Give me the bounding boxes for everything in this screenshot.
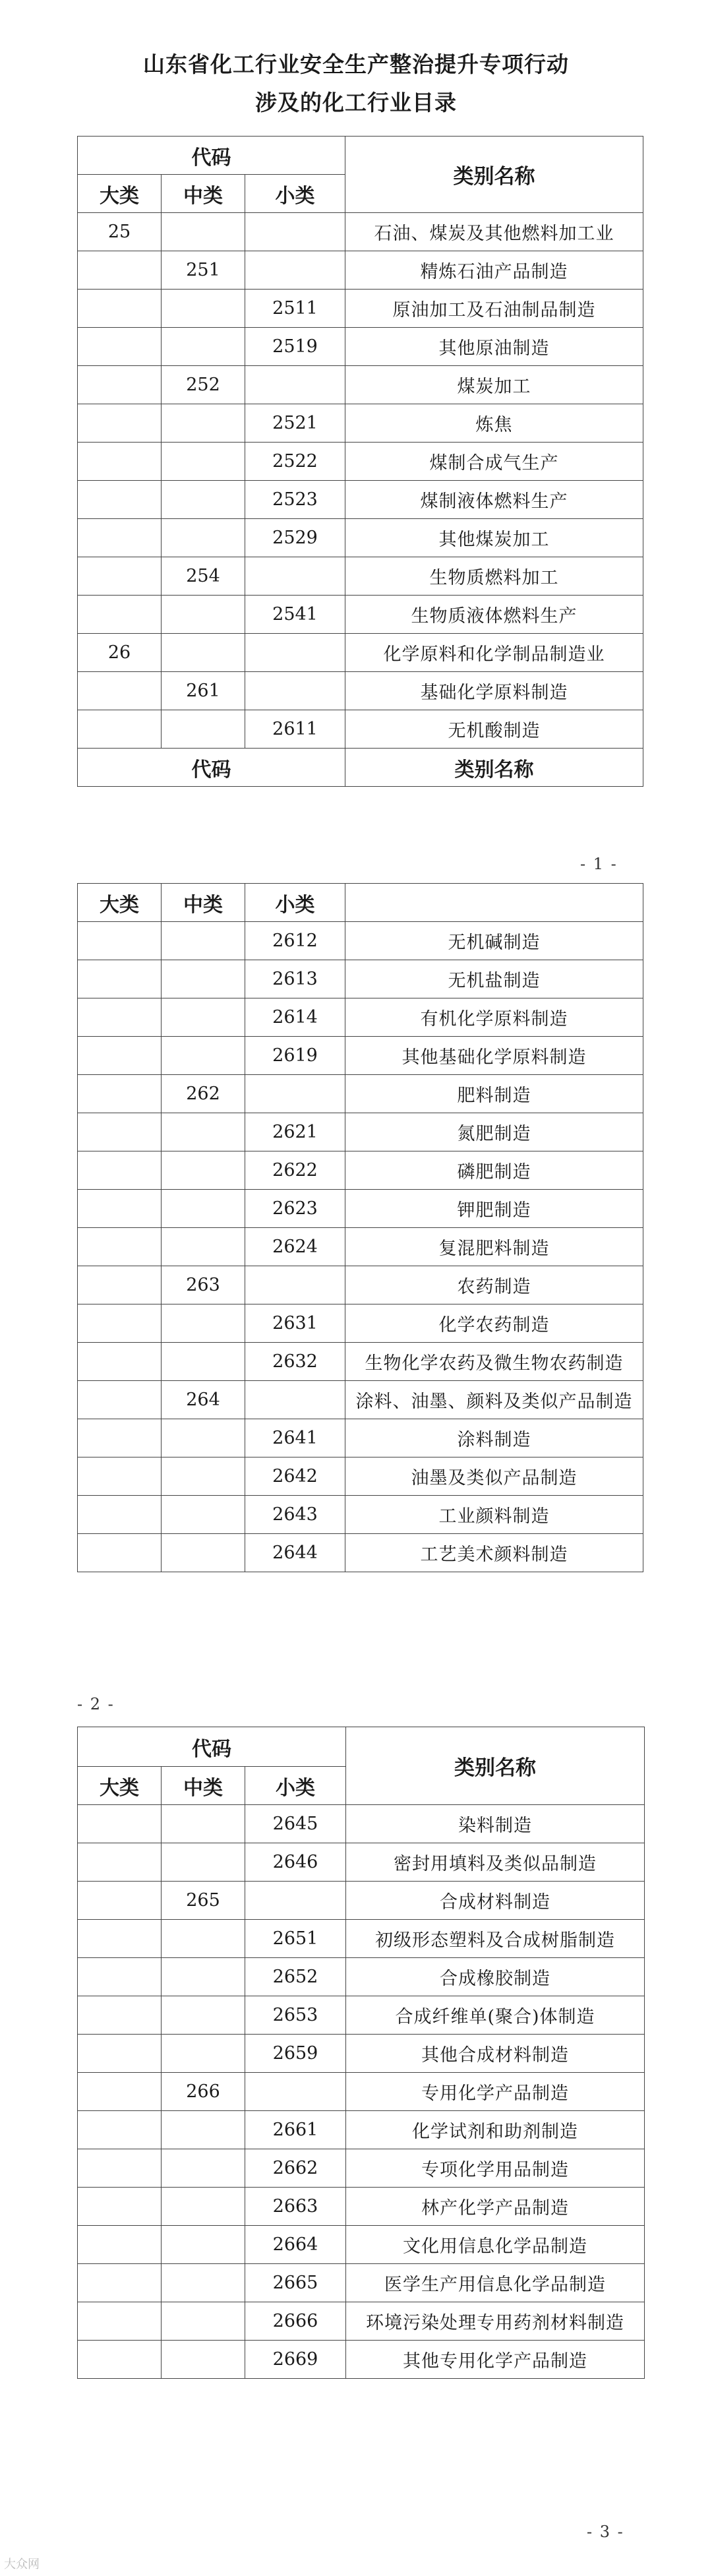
cell-major: [78, 1805, 162, 1843]
cell-major: [78, 922, 162, 960]
cell-major: [78, 1037, 162, 1075]
header-major: 大类: [78, 175, 162, 213]
cell-middle: [162, 1457, 245, 1496]
cell-name: 其他专用化学产品制造: [346, 2341, 645, 2379]
cell-name: 其他原油制造: [345, 328, 643, 366]
cell-major: [78, 1304, 162, 1343]
cell-major: [78, 2302, 162, 2341]
cell-minor: [245, 251, 345, 290]
cell-minor: [245, 1882, 346, 1920]
table-row: [78, 922, 643, 960]
cell-middle: [162, 1843, 245, 1882]
cell-minor: 2666: [245, 2302, 346, 2341]
cell-major: [78, 519, 162, 557]
table-row: [78, 998, 643, 1037]
header-empty: [345, 884, 643, 922]
cell-minor: 2522: [245, 443, 345, 481]
cell-minor: 2663: [245, 2188, 346, 2226]
table-row: [78, 2149, 645, 2188]
cell-major: [78, 1266, 162, 1304]
cell-major: [78, 1920, 162, 1958]
table-row: [78, 1228, 643, 1266]
page-number-2: - 2 -: [77, 1695, 115, 1713]
cell-minor: 2661: [245, 2111, 346, 2149]
cell-minor: 2523: [245, 481, 345, 519]
cell-major: [78, 2073, 162, 2111]
cell-name: 染料制造: [346, 1805, 645, 1843]
cell-major: [78, 1190, 162, 1228]
cell-minor: [245, 634, 345, 672]
catalog-table-page3: [77, 1727, 645, 2379]
cell-major: [78, 1343, 162, 1381]
cell-major: [78, 2149, 162, 2188]
cell-middle: [162, 2035, 245, 2073]
cell-minor: [245, 672, 345, 710]
header-category-name: 类别名称: [345, 137, 643, 213]
cell-minor: 2612: [245, 922, 345, 960]
table-row: [78, 404, 643, 443]
cell-middle: [162, 2341, 245, 2379]
cell-name: 油墨及类似产品制造: [345, 1457, 643, 1496]
header-minor: 小类: [245, 884, 345, 922]
footer-header-code: 代码: [78, 749, 345, 787]
cell-middle: [162, 328, 245, 366]
cell-major: [78, 557, 162, 596]
table-row: [78, 213, 643, 251]
cell-middle: [162, 1958, 245, 1996]
cell-minor: 2644: [245, 1534, 345, 1572]
table-row: [78, 2111, 645, 2149]
cell-name: 林产化学产品制造: [346, 2188, 645, 2226]
cell-middle: [162, 998, 245, 1037]
cell-name: 其他基础化学原料制造: [345, 1037, 643, 1075]
cell-name: 其他合成材料制造: [346, 2035, 645, 2073]
header-major: 大类: [78, 884, 162, 922]
cell-major: [78, 2264, 162, 2302]
table-row: [78, 251, 643, 290]
cell-minor: [245, 1075, 345, 1113]
cell-middle: 262: [162, 1075, 245, 1113]
cell-middle: [162, 1920, 245, 1958]
header-middle: 中类: [162, 175, 245, 213]
cell-name: 工艺美术颜料制造: [345, 1534, 643, 1572]
cell-major: [78, 1882, 162, 1920]
table-row: [78, 2341, 645, 2379]
cell-name: 无机碱制造: [345, 922, 643, 960]
cell-name: 医学生产用信息化学品制造: [346, 2264, 645, 2302]
cell-name: 生物质燃料加工: [345, 557, 643, 596]
cell-minor: [245, 557, 345, 596]
cell-major: [78, 2035, 162, 2073]
cell-minor: [245, 1381, 345, 1419]
header-minor: 小类: [245, 1767, 346, 1805]
cell-minor: 2613: [245, 960, 345, 998]
cell-middle: [162, 1343, 245, 1381]
cell-middle: 261: [162, 672, 245, 710]
cell-minor: [245, 1266, 345, 1304]
cell-name: 煤制合成气生产: [345, 443, 643, 481]
cell-minor: [245, 213, 345, 251]
cell-major: [78, 443, 162, 481]
cell-name: 密封用填料及类似品制造: [346, 1843, 645, 1882]
cell-minor: 2622: [245, 1151, 345, 1190]
cell-name: 其他煤炭加工: [345, 519, 643, 557]
table-row: [78, 1996, 645, 2035]
cell-name: 钾肥制造: [345, 1190, 643, 1228]
cell-name: 无机酸制造: [345, 710, 643, 749]
cell-name: 合成材料制造: [346, 1882, 645, 1920]
catalog-table-page1: [77, 136, 643, 787]
table-row: [78, 1343, 643, 1381]
cell-major: [78, 2341, 162, 2379]
table-row: [78, 1457, 643, 1496]
cell-minor: 2623: [245, 1190, 345, 1228]
cell-name: 化学原料和化学制品制造业: [345, 634, 643, 672]
cell-name: 化学农药制造: [345, 1304, 643, 1343]
table-row: [78, 2035, 645, 2073]
cell-major: [78, 1419, 162, 1457]
cell-minor: 2665: [245, 2264, 346, 2302]
header-minor: 小类: [245, 175, 345, 213]
cell-minor: 2614: [245, 998, 345, 1037]
cell-name: 炼焦: [345, 404, 643, 443]
cell-minor: 2631: [245, 1304, 345, 1343]
cell-middle: [162, 2149, 245, 2188]
cell-middle: [162, 290, 245, 328]
cell-minor: 2619: [245, 1037, 345, 1075]
table-row: [78, 1190, 643, 1228]
document-title-line1: 山东省化工行业安全生产整治提升专项行动: [143, 51, 569, 77]
cell-major: [78, 1534, 162, 1572]
cell-minor: 2519: [245, 328, 345, 366]
table-row: [78, 519, 643, 557]
table-row: [78, 1882, 645, 1920]
cell-major: [78, 1075, 162, 1113]
cell-middle: [162, 519, 245, 557]
table-row: [78, 1496, 643, 1534]
cell-middle: [162, 1805, 245, 1843]
cell-minor: 2621: [245, 1113, 345, 1151]
watermark-text: 大众网: [4, 2558, 40, 2571]
cell-name: 农药制造: [345, 1266, 643, 1304]
cell-name: 化学试剂和助剂制造: [346, 2111, 645, 2149]
cell-major: [78, 2188, 162, 2226]
cell-major: [78, 1151, 162, 1190]
cell-minor: 2641: [245, 1419, 345, 1457]
cell-middle: [162, 596, 245, 634]
cell-name: 涂料制造: [345, 1419, 643, 1457]
cell-major: [78, 1113, 162, 1151]
table-row: [78, 1304, 643, 1343]
cell-middle: [162, 922, 245, 960]
table-row: [78, 557, 643, 596]
table-row: [78, 2264, 645, 2302]
cell-minor: 2664: [245, 2226, 346, 2264]
cell-middle: [162, 1496, 245, 1534]
cell-major: [78, 1381, 162, 1419]
cell-major: [78, 596, 162, 634]
cell-name: 石油、煤炭及其他燃料加工业: [345, 213, 643, 251]
document-title-line2: 涉及的化工行业目录: [255, 90, 457, 115]
cell-middle: 264: [162, 1381, 245, 1419]
cell-minor: 2624: [245, 1228, 345, 1266]
cell-name: 基础化学原料制造: [345, 672, 643, 710]
table-row: [78, 328, 643, 366]
table-row: [78, 2226, 645, 2264]
cell-name: 磷肥制造: [345, 1151, 643, 1190]
table-row: [78, 443, 643, 481]
cell-middle: [162, 1190, 245, 1228]
cell-name: 氮肥制造: [345, 1113, 643, 1151]
table-row: [78, 1920, 645, 1958]
cell-middle: [162, 710, 245, 749]
footer-header-category-name: 类别名称: [345, 749, 643, 787]
cell-middle: 263: [162, 1266, 245, 1304]
cell-name: 初级形态塑料及合成树脂制造: [346, 1920, 645, 1958]
cell-name: 专项化学用品制造: [346, 2149, 645, 2188]
cell-name: 有机化学原料制造: [345, 998, 643, 1037]
header-code: 代码: [78, 137, 345, 175]
table-row: [78, 2188, 645, 2226]
table-row: [78, 1958, 645, 1996]
cell-minor: 2511: [245, 290, 345, 328]
cell-middle: 266: [162, 2073, 245, 2111]
cell-minor: 2643: [245, 1496, 345, 1534]
cell-name: 文化用信息化学品制造: [346, 2226, 645, 2264]
cell-major: [78, 481, 162, 519]
table-row: [78, 1075, 643, 1113]
table-row: [78, 1113, 643, 1151]
page-number-3: - 3 -: [587, 2523, 624, 2541]
cell-major: [78, 672, 162, 710]
cell-minor: [245, 2073, 346, 2111]
cell-major: [78, 2226, 162, 2264]
cell-middle: [162, 404, 245, 443]
cell-major: [78, 1958, 162, 1996]
cell-major: [78, 998, 162, 1037]
cell-middle: [162, 2111, 245, 2149]
cell-name: 涂料、油墨、颜料及类似产品制造: [345, 1381, 643, 1419]
cell-major: [78, 366, 162, 404]
cell-major: [78, 1843, 162, 1882]
header-middle: 中类: [162, 884, 245, 922]
cell-minor: 2642: [245, 1457, 345, 1496]
cell-name: 煤炭加工: [345, 366, 643, 404]
cell-major: 25: [78, 213, 162, 251]
table-row: [78, 960, 643, 998]
cell-middle: 265: [162, 1882, 245, 1920]
header-code: 代码: [78, 1727, 346, 1767]
table-row: [78, 710, 643, 749]
cell-minor: 2645: [245, 1805, 346, 1843]
cell-name: 专用化学产品制造: [346, 2073, 645, 2111]
cell-name: 生物质液体燃料生产: [345, 596, 643, 634]
cell-middle: [162, 1037, 245, 1075]
header-middle: 中类: [162, 1767, 245, 1805]
cell-major: [78, 1228, 162, 1266]
cell-middle: 252: [162, 366, 245, 404]
table-row: [78, 290, 643, 328]
cell-name: 复混肥料制造: [345, 1228, 643, 1266]
cell-middle: [162, 213, 245, 251]
cell-middle: [162, 481, 245, 519]
cell-middle: [162, 443, 245, 481]
cell-major: [78, 960, 162, 998]
cell-major: [78, 328, 162, 366]
cell-minor: 2632: [245, 1343, 345, 1381]
table-row: [78, 1534, 643, 1572]
cell-middle: 254: [162, 557, 245, 596]
cell-name: 合成橡胶制造: [346, 1958, 645, 1996]
cell-minor: 2652: [245, 1958, 346, 1996]
cell-middle: [162, 2188, 245, 2226]
cell-major: [78, 290, 162, 328]
cell-middle: [162, 960, 245, 998]
cell-middle: [162, 2226, 245, 2264]
cell-minor: 2662: [245, 2149, 346, 2188]
cell-middle: [162, 2302, 245, 2341]
table-row: [78, 1419, 643, 1457]
table-row: [78, 672, 643, 710]
table-row: [78, 596, 643, 634]
cell-minor: 2529: [245, 519, 345, 557]
cell-middle: [162, 1534, 245, 1572]
cell-name: 肥料制造: [345, 1075, 643, 1113]
cell-minor: [245, 366, 345, 404]
table-row: [78, 634, 643, 672]
cell-name: 环境污染处理专用药剂材料制造: [346, 2302, 645, 2341]
cell-middle: [162, 1419, 245, 1457]
cell-middle: [162, 2264, 245, 2302]
table-row: [78, 481, 643, 519]
cell-middle: [162, 1151, 245, 1190]
cell-name: 合成纤维单(聚合)体制造: [346, 1996, 645, 2035]
cell-name: 生物化学农药及微生物农药制造: [345, 1343, 643, 1381]
table-row: [78, 1843, 645, 1882]
cell-major: [78, 1457, 162, 1496]
header-major: 大类: [78, 1767, 162, 1805]
page-number-1: - 1 -: [580, 855, 618, 873]
table-row: [78, 2073, 645, 2111]
cell-name: 无机盐制造: [345, 960, 643, 998]
cell-minor: 2669: [245, 2341, 346, 2379]
cell-name: 工业颜料制造: [345, 1496, 643, 1534]
cell-name: 煤制液体燃料生产: [345, 481, 643, 519]
cell-minor: 2653: [245, 1996, 346, 2035]
cell-middle: [162, 634, 245, 672]
cell-minor: 2651: [245, 1920, 346, 1958]
cell-minor: 2611: [245, 710, 345, 749]
cell-middle: [162, 1996, 245, 2035]
cell-middle: [162, 1304, 245, 1343]
table-row: [78, 1037, 643, 1075]
cell-major: [78, 710, 162, 749]
cell-middle: [162, 1113, 245, 1151]
cell-name: 精炼石油产品制造: [345, 251, 643, 290]
table-row: [78, 1266, 643, 1304]
catalog-table-page2: [77, 883, 643, 1572]
cell-name: 原油加工及石油制品制造: [345, 290, 643, 328]
cell-minor: 2541: [245, 596, 345, 634]
cell-minor: 2521: [245, 404, 345, 443]
table-row: [78, 1805, 645, 1843]
table-row: [78, 1381, 643, 1419]
table-row: [78, 2302, 645, 2341]
cell-major: [78, 404, 162, 443]
cell-middle: [162, 1228, 245, 1266]
cell-major: [78, 2111, 162, 2149]
header-category-name: 类别名称: [346, 1727, 645, 1805]
cell-middle: 251: [162, 251, 245, 290]
cell-major: 26: [78, 634, 162, 672]
cell-minor: 2659: [245, 2035, 346, 2073]
cell-major: [78, 1996, 162, 2035]
table-row: [78, 1151, 643, 1190]
cell-minor: 2646: [245, 1843, 346, 1882]
cell-major: [78, 1496, 162, 1534]
cell-major: [78, 251, 162, 290]
table-row: [78, 366, 643, 404]
